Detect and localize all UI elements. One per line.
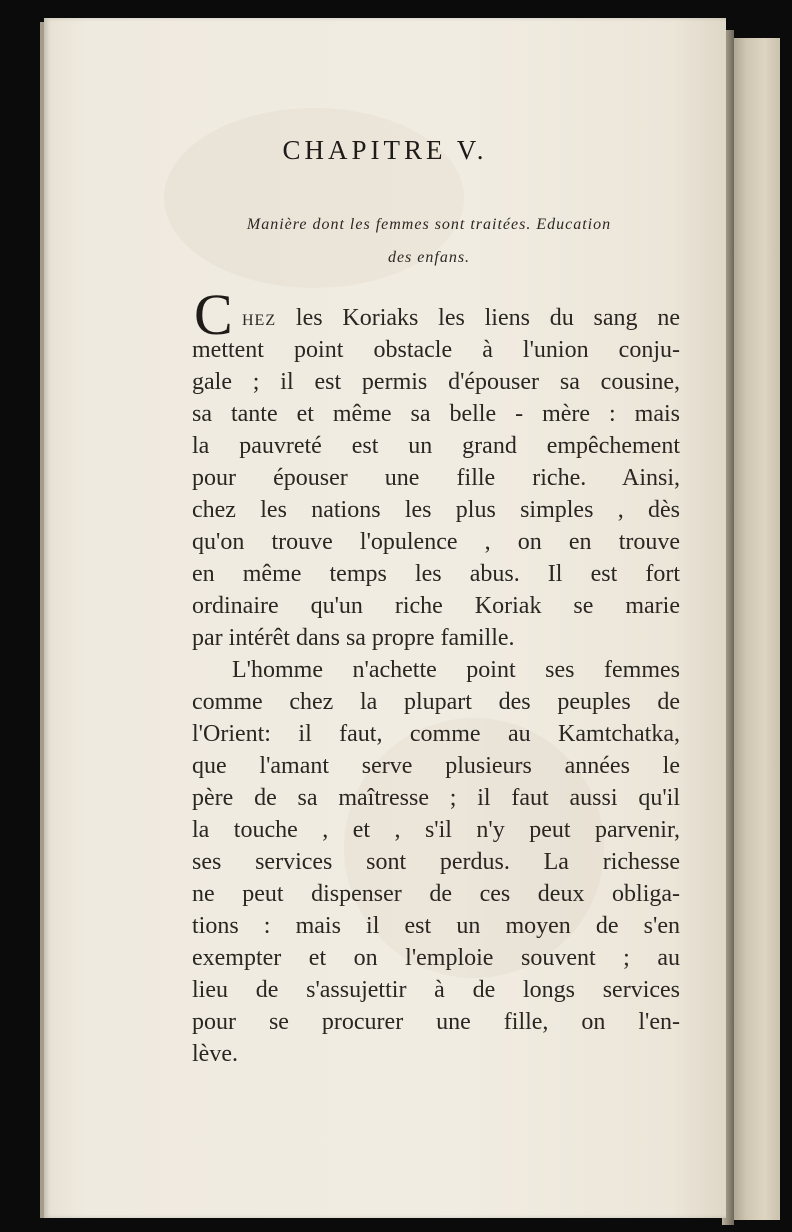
facing-page-edge [728,38,780,1220]
subtitle-line-1: Manière dont les femmes sont traitées. Education [246,216,612,233]
body-line: ne peut dispenser de ces deux obliga- [192,881,680,907]
body-line: sa tante et même sa belle - mère : mais [192,401,680,427]
body-line: ordinaire qu'un riche Koriak se marie [192,593,680,619]
drop-cap: C [194,282,233,347]
body-line: lève. [192,1041,238,1067]
first-line-text: les Koriaks les liens du sang ne [295,305,681,331]
body-line: lieu de s'assujettir à de longs services [192,977,680,1003]
body-line: mettent point obstacle à l'union conju- [192,337,680,363]
body-line: la touche , et , s'il n'y peut parvenir, [192,817,680,843]
chapter-subtitle [184,208,674,274]
body-line: pour se procurer une fille, on l'en- [192,1009,680,1035]
subtitle-line-2: des enfans. [387,249,471,266]
body-line: tions : mais il est un moyen de s'en [192,913,680,939]
body-line: chez les nations les plus simples , dès [192,497,680,523]
body-line: exempter et on l'emploie souvent ; au [192,945,680,971]
body-line: pour épouser une fille riche. Ainsi, [192,465,680,491]
body-line: que l'amant serve plusieurs années le [192,753,680,779]
body-line: ses services sont perdus. La richesse [192,849,680,875]
small-caps-text: HEZ [242,312,277,329]
chapter-title: CHAPITRE V. [282,135,488,165]
body-line: la pauvreté est un grand empêchement [192,433,680,459]
body-line: l'Orient: il faut, comme au Kamtchatka, [192,721,680,747]
book-page [44,18,726,1218]
body-line: gale ; il est permis d'épouser sa cousine, [192,369,680,395]
body-line: qu'on trouve l'opulence , on en trouve [192,529,680,555]
body-line: par intérêt dans sa propre famille. [192,625,515,651]
body-line-first [242,302,680,334]
body-line: L'homme n'achette point ses femmes [232,657,680,683]
page-text [44,18,726,1218]
body-line: en même temps les abus. Il est fort [192,561,680,587]
body-line: comme chez la plupart des peuples de [192,689,680,715]
body-line: père de sa maîtresse ; il faut aussi qu'il [192,785,680,811]
